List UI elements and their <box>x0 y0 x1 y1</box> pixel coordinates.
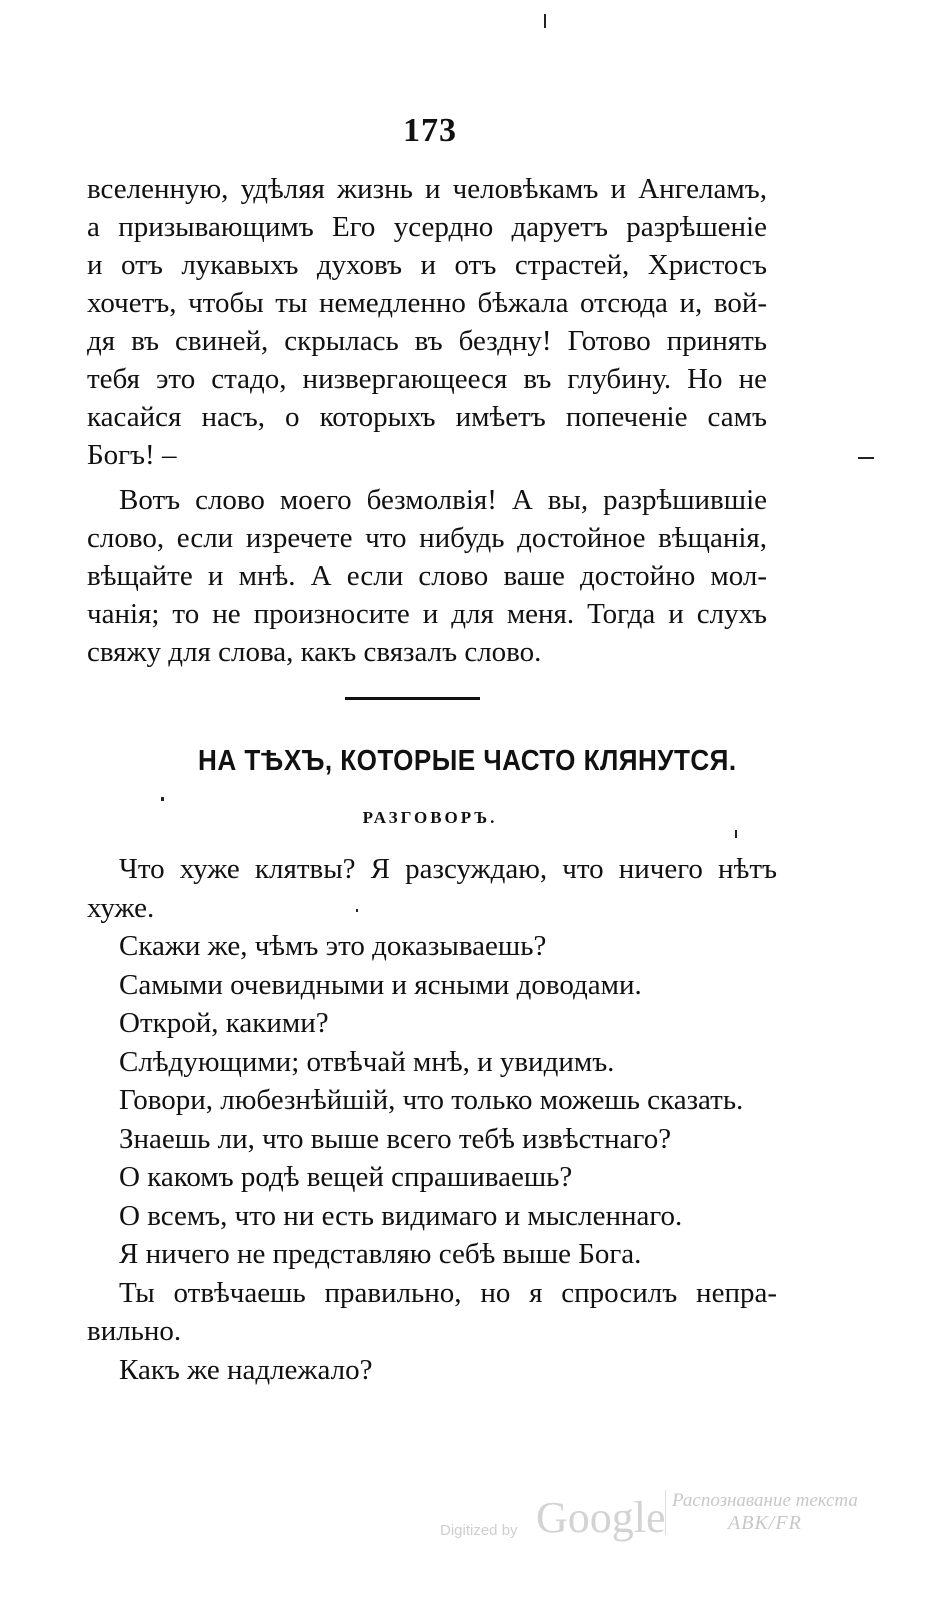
dialogue-line: Ты отвѣчаешь правильно, но я спросилъ непра- <box>119 1276 777 1309</box>
dialogue-line: вильно. <box>87 1315 182 1347</box>
dialogue-line: Знаешь ли, что выше всего тебѣ извѣстнаго? <box>119 1122 672 1155</box>
dialogue-line: Я ничего не представляю себѣ выше Бога. <box>119 1238 642 1270</box>
google-logo: Google <box>536 1493 666 1542</box>
text-line: тебя это стадо, низвергающееся въ глубину. Но не <box>87 363 767 395</box>
text-line: Богъ! – <box>87 439 177 471</box>
dialogue-line: Что хуже клятвы? Я разсуждаю, что ничего нѣтъ <box>119 853 777 885</box>
dialogue-line: О всемъ, что ни есть видимаго и мысленнаго. <box>119 1199 683 1232</box>
scan-speck <box>858 457 874 459</box>
digitized-by-label: Digitized by <box>440 1522 518 1539</box>
section-subheading: РАЗГОВОРЪ. <box>362 808 498 827</box>
text-line: хочетъ, чтобы ты немедленно бѣжала отсюда и, вой- <box>87 287 767 319</box>
text-line: дя въ свиней, скрылась въ бездну! Готово принять <box>87 325 767 357</box>
scan-speck <box>735 830 737 838</box>
dialogue-line: Открой, какими? <box>119 1007 329 1039</box>
scan-watermark <box>440 1490 920 1560</box>
text-line: а призывающимъ Его усердно даруетъ разрѣшеніе <box>87 211 767 243</box>
dialogue-line: Говори, любезнѣйшій, что только можешь сказать. <box>119 1084 744 1116</box>
text-line: свяжу для слова, какъ связалъ слово. <box>87 636 542 668</box>
ocr-credit-line: ABK/FR <box>728 1512 802 1534</box>
scan-speck <box>356 909 358 912</box>
dialogue-line: Какъ же надлежало? <box>119 1353 373 1386</box>
dialogue-line: О какомъ родѣ вещей спрашиваешь? <box>119 1161 573 1193</box>
text-line: вселенную, удѣляя жизнь и человѣкамъ и Ангеламъ, <box>87 173 767 205</box>
section-divider <box>345 697 480 700</box>
page-number: 173 <box>403 112 457 149</box>
section-heading: НА ТѢХЪ, КОТОРЫЕ ЧАСТО КЛЯНУТСЯ. <box>198 745 737 777</box>
text-line: касайся насъ, о которыхъ имѣетъ попеченіе самъ <box>87 401 767 433</box>
dialogue-line: Слѣдующими; отвѣчай мнѣ, и увидимъ. <box>119 1045 615 1078</box>
text-line: чанія; то не произносите и для меня. Тогда и слухъ <box>87 598 767 630</box>
ocr-credit <box>665 1490 858 1535</box>
dialogue-line: Скажи же, чѣмъ это доказываешь? <box>119 930 547 962</box>
scan-speck <box>161 797 164 801</box>
text-line: и отъ лукавыхъ духовъ и отъ страстей, Христосъ <box>87 249 767 281</box>
ocr-credit-line: Распознавание текста <box>672 1490 858 1511</box>
dialogue-line: хуже. <box>87 891 155 924</box>
body-text <box>87 170 767 671</box>
text-line: слово, если изречете что нибудь достойное вѣщанія, <box>87 522 767 554</box>
dialogue <box>87 850 777 1389</box>
dialogue-line: Самыми очевидными и ясными доводами. <box>119 968 642 1001</box>
text-line: Вотъ слово моего безмолвія! А вы, разрѣшившіе <box>119 484 767 516</box>
scan-speck <box>544 14 546 28</box>
text-line: вѣщайте и мнѣ. А если слово ваше достойно мол- <box>87 560 767 592</box>
